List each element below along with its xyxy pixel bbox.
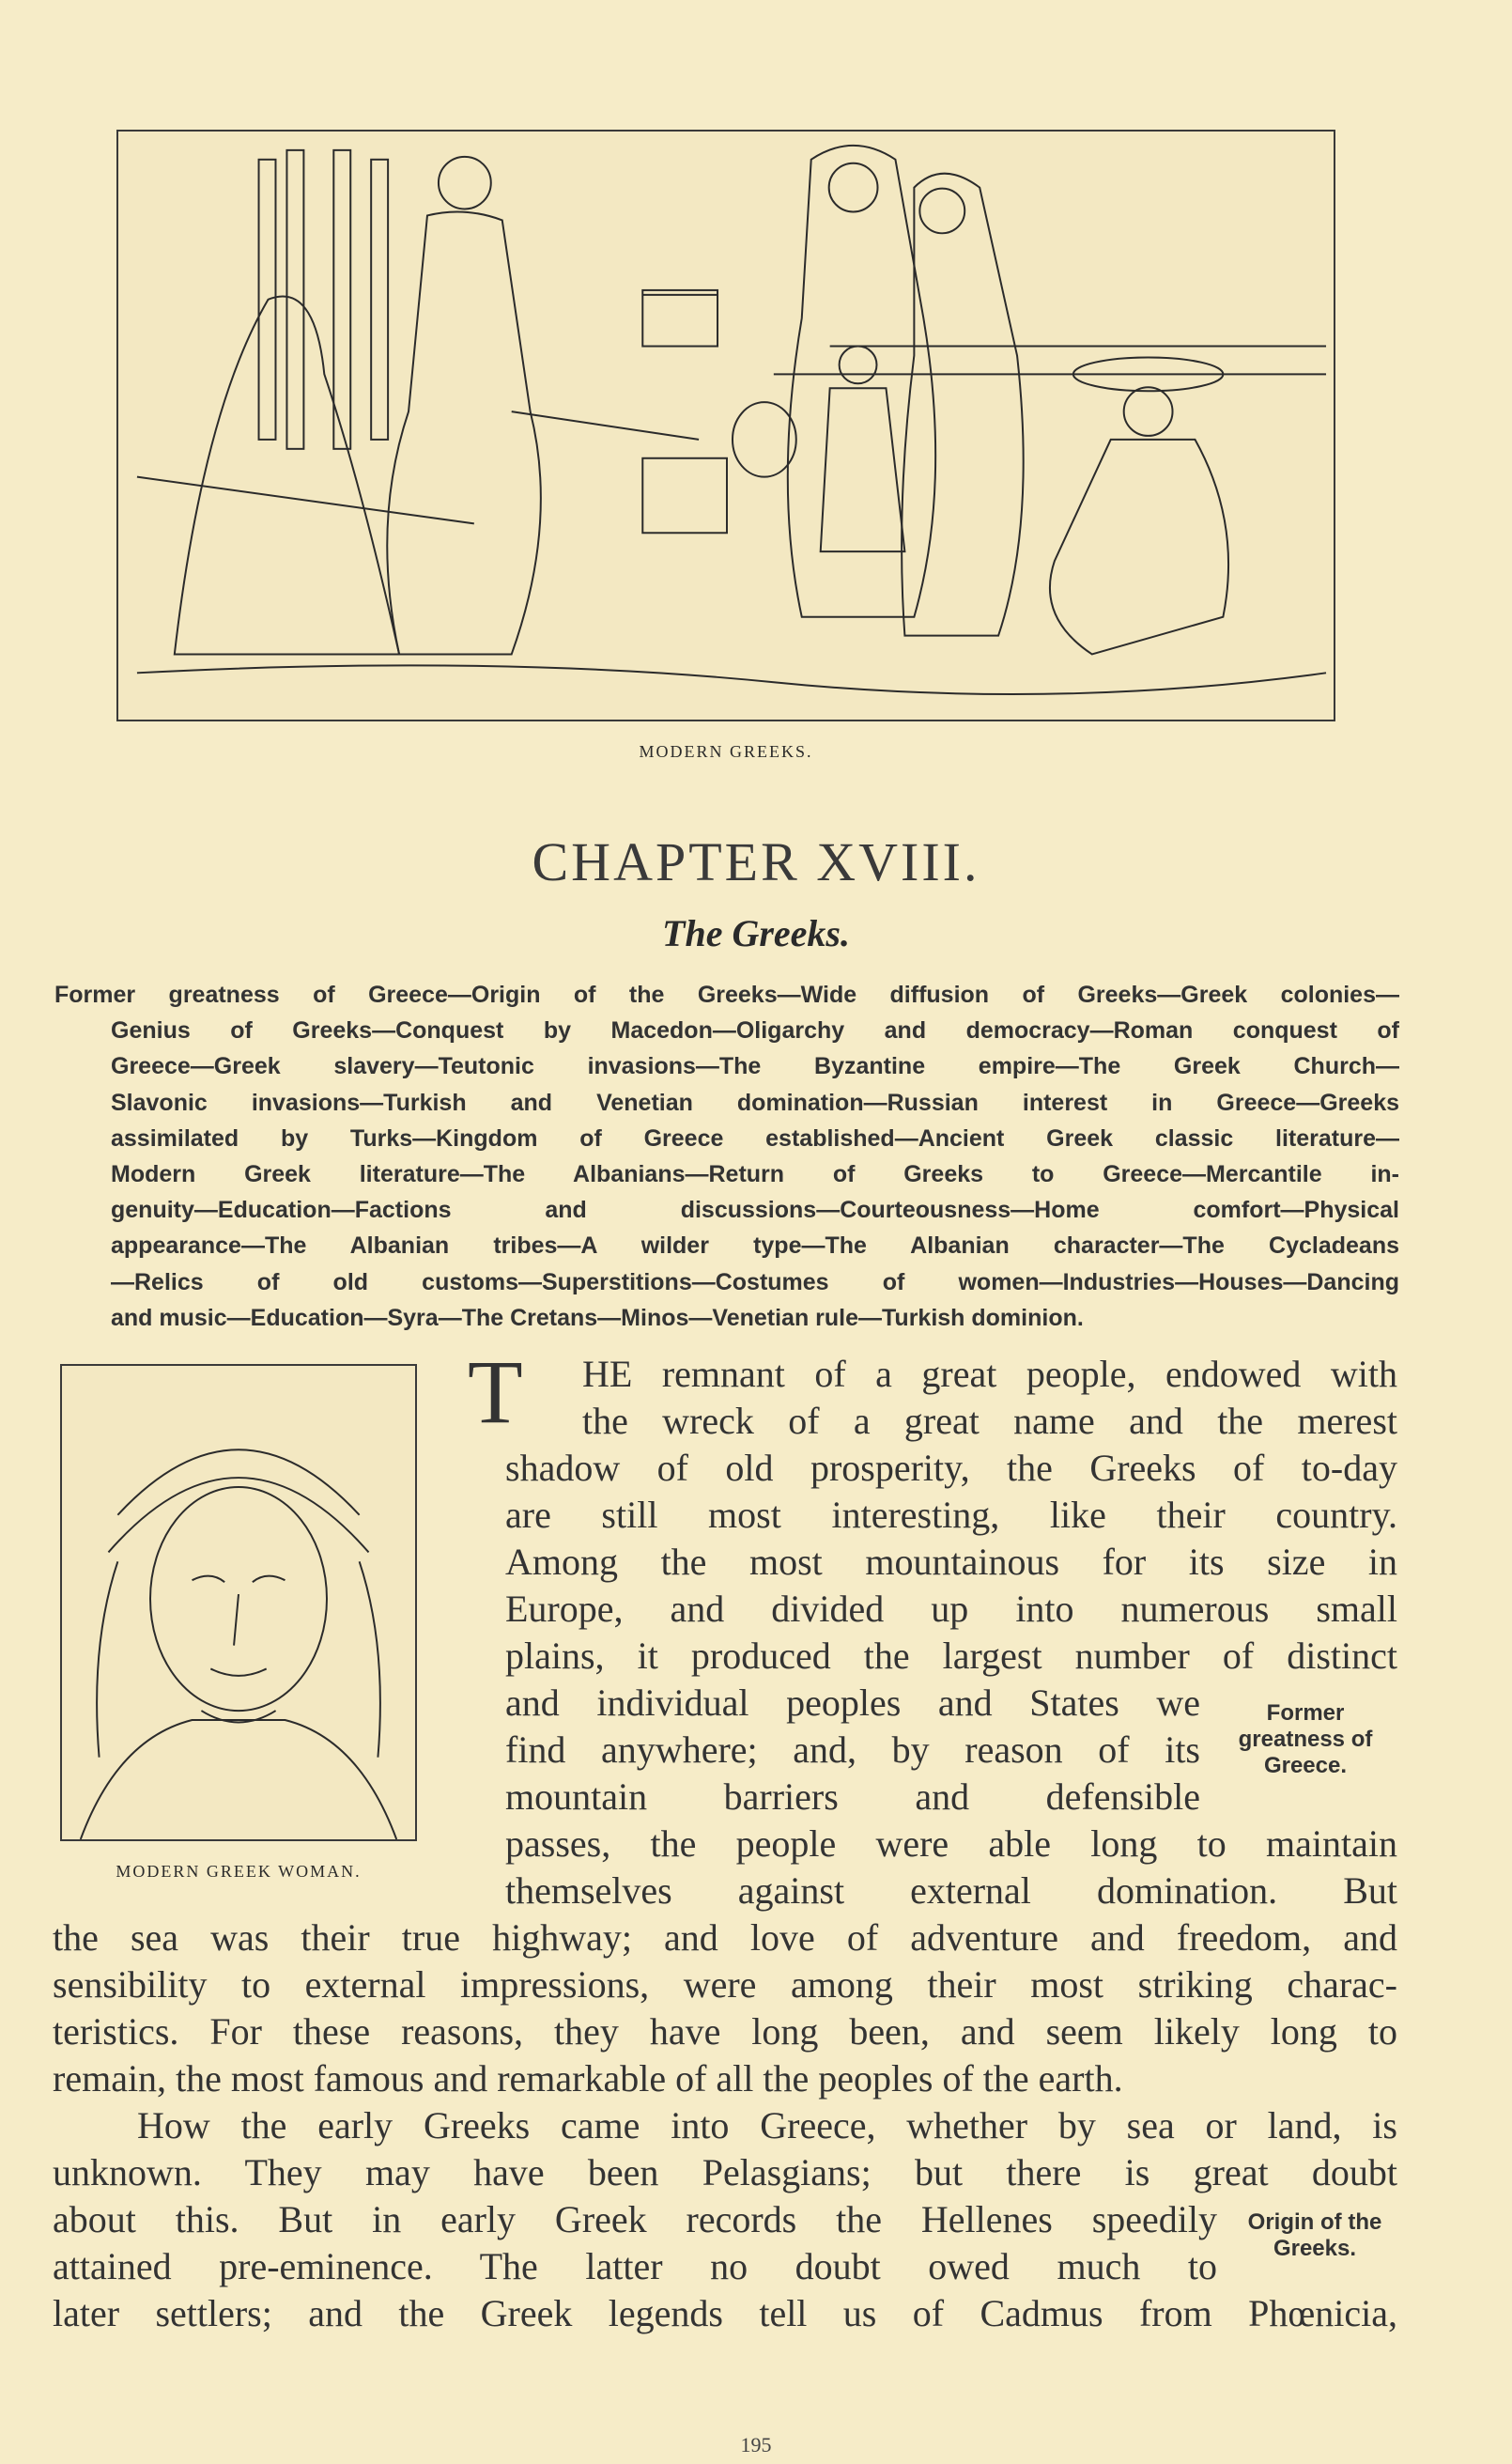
text-line: unknown. They may have been Pelasgians; but there is great doubt — [53, 2151, 1397, 2193]
chapter-synopsis — [54, 977, 1399, 1336]
synopsis-line: Modern Greek literature—The Albanians—Return of Greeks to Greece—Mercantile in- — [111, 1161, 1399, 1188]
text-line: How the early Greeks came into Greece, whether by sea or land, is — [137, 2104, 1397, 2146]
synopsis-line: assimilated by Turks—Kingdom of Greece established—Ancient Greek classic literature— — [111, 1124, 1399, 1152]
modern-greek-woman-portrait — [60, 1364, 417, 1841]
continuing-text — [53, 1914, 1397, 2337]
text-line: plains, it produced the largest number of distinct — [505, 1635, 1397, 1677]
synopsis-line: Greece—Greek slavery—Teutonic invasions—The Byzantine empire—The Greek Church— — [111, 1053, 1399, 1080]
synopsis-line: and music—Education—Syra—The Cretans—Minos—Venetian rule—Turkish dominion. — [111, 1304, 1084, 1331]
text-line: remain, the most famous and remarkable of all the peoples of the earth. — [53, 2057, 1123, 2100]
text-line: and individual peoples and States we — [505, 1681, 1200, 1724]
text-line: themselves against external domination. But — [505, 1869, 1397, 1912]
text-line: later settlers; and the Greek legends tell us of Cadmus from Phœnicia, — [53, 2292, 1397, 2334]
engraving-drawing — [118, 132, 1334, 720]
synopsis-line: Former greatness of Greece—Origin of the Greeks—Wide diffusion of Greeks—Greek colonies— — [54, 982, 1399, 1008]
synopsis-line: genuity—Education—Factions and discussions—Courteousness—Home comfort—Physical — [111, 1197, 1399, 1224]
opening-paragraph — [505, 1351, 1397, 1914]
text-line: find anywhere; and, by reason of its — [505, 1728, 1200, 1771]
synopsis-line: Genius of Greeks—Conquest by Macedon—Oligarchy and democracy—Roman conquest of — [111, 1017, 1399, 1045]
synopsis-line: —Relics of old customs—Superstitions—Costumes of women—Industries—Houses—Dancing — [111, 1268, 1399, 1295]
margin-note-former-greatness: Former greatness of Greece. — [1238, 1700, 1373, 1778]
synopsis-line: appearance—The Albanian tribes—A wilder type—The Albanian character—The Cycladeans — [111, 1232, 1399, 1260]
portrait-caption: MODERN GREEK WOMAN. — [116, 1862, 362, 1881]
margin-note-origin-of-greeks: Origin of the Greeks. — [1247, 2209, 1382, 2261]
synopsis-line: Slavonic invasions—Turkish and Venetian domination—Russian interest in Greece—Greeks — [111, 1089, 1399, 1116]
chapter-subtitle: The Greeks. — [662, 912, 850, 954]
page-number: 195 — [740, 2433, 772, 2456]
chapter-title: CHAPTER XVIII. — [532, 831, 980, 892]
text-line: shadow of old prosperity, the Greeks of to-day — [505, 1447, 1397, 1489]
text-line: the sea was their true highway; and love of adventure and freedom, and — [53, 1916, 1397, 1959]
text-line: Among the most mountainous for its size in — [505, 1541, 1397, 1583]
drop-cap: T — [468, 1341, 523, 1442]
text-line: about this. But in early Greek records the Hellenes speedily — [53, 2198, 1217, 2240]
modern-greeks-engraving — [116, 130, 1335, 721]
text-line: teristics. For these reasons, they have long been, and seem likely long to — [53, 2010, 1397, 2053]
text-line: attained pre-eminence. The latter no doubt owed much to — [53, 2245, 1217, 2287]
text-line: the wreck of a great name and the merest — [582, 1400, 1397, 1442]
portrait-drawing — [62, 1366, 415, 1839]
text-line: mountain barriers and defensible — [505, 1775, 1200, 1818]
text-line: HE remnant of a great people, endowed with — [582, 1353, 1397, 1395]
engraving-caption: MODERN GREEKS. — [639, 742, 813, 761]
text-line: sensibility to external impressions, were among their most striking charac- — [53, 1963, 1397, 2006]
text-line: passes, the people were able long to maintain — [505, 1822, 1397, 1865]
text-line: Europe, and divided up into numerous small — [505, 1588, 1397, 1630]
text-line: are still most interesting, like their country. — [505, 1494, 1397, 1536]
